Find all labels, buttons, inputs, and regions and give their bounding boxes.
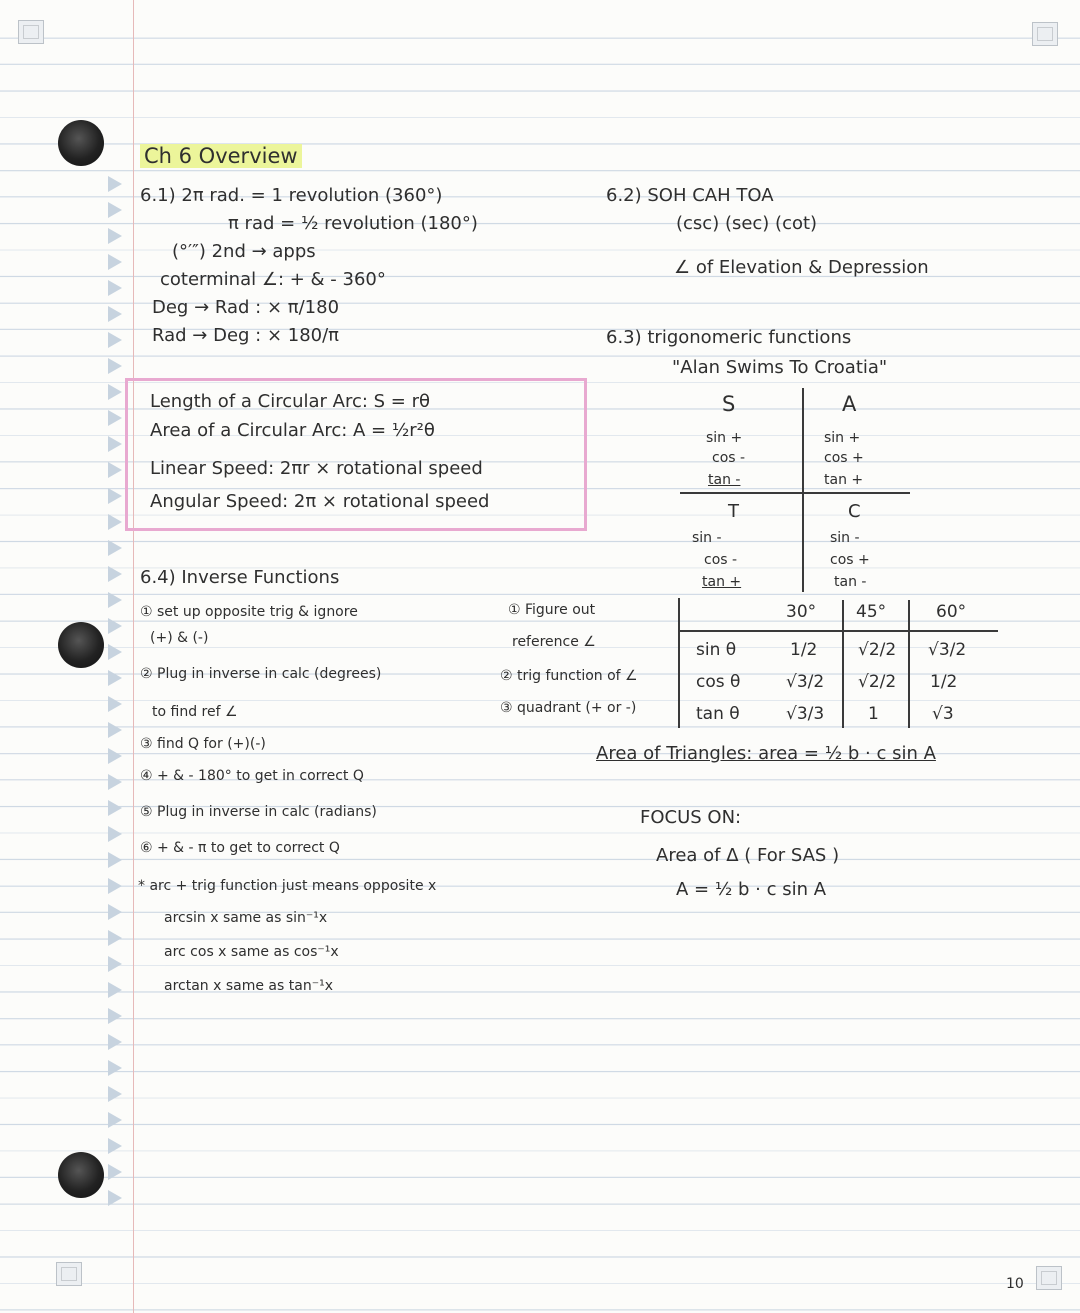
steps-line: reference ∠ — [512, 634, 596, 650]
quadrant-letter-a: A — [842, 392, 857, 416]
note-6-1-line: Rad → Deg : × 180/π — [152, 325, 340, 346]
angle-cell: 1/2 — [930, 672, 958, 692]
margin-triangle-icon — [108, 254, 122, 270]
quadrant-letter-s: S — [722, 392, 736, 416]
note-6-1-line: π rad = ½ revolution (180°) — [228, 213, 478, 234]
margin-triangle-icon — [108, 696, 122, 712]
angle-cell: 1 — [868, 704, 879, 724]
angle-header-60: 60° — [936, 602, 967, 622]
margin-triangle-icon — [108, 1112, 122, 1128]
angle-row-label-cos: cos θ — [696, 672, 741, 692]
area-triangles-formula: Area of Triangles: area = ½ b · c sin A — [596, 743, 936, 764]
margin-triangle-icon — [108, 1138, 122, 1154]
note-6-4-line: to find ref ∠ — [152, 704, 238, 720]
angle-table-col-divider — [908, 600, 910, 728]
note-6-2-line: 6.2) SOH CAH TOA — [606, 185, 774, 206]
margin-triangle-icon — [108, 462, 122, 478]
angle-row-label-sin: sin θ — [696, 640, 737, 660]
note-6-4-line: arc cos x same as cos⁻¹x — [164, 944, 339, 960]
angle-row-label-tan: tan θ — [696, 704, 740, 724]
quadrant-t-line: tan + — [702, 574, 742, 590]
focus-title: FOCUS ON: — [640, 807, 742, 828]
margin-triangle-icon — [108, 514, 122, 530]
quadrant-a-line: sin + — [824, 430, 861, 446]
note-6-4-line: ② Plug in inverse in calc (degrees) — [140, 666, 382, 682]
binder-hole — [58, 622, 104, 668]
note-6-3-mnemonic: "Alan Swims To Croatia" — [672, 357, 888, 378]
quadrant-c-line: cos + — [830, 552, 870, 568]
margin-triangle-icon — [108, 592, 122, 608]
margin-triangle-icon — [108, 1086, 122, 1102]
corner-mark-icon — [56, 1262, 82, 1286]
note-6-4-line: arcsin x same as sin⁻¹x — [164, 910, 328, 926]
binder-hole — [58, 120, 104, 166]
quadrant-t-line: sin - — [692, 530, 722, 546]
angle-cell: √2/2 — [858, 640, 897, 660]
note-6-1-line: coterminal ∠: + & - 360° — [160, 269, 386, 290]
formula-line: Linear Speed: 2πr × rotational speed — [150, 458, 483, 479]
note-6-4-line: * arc + trig function just means opposite x — [138, 878, 437, 894]
margin-triangle-icon — [108, 410, 122, 426]
margin-triangle-icon — [108, 280, 122, 296]
margin-triangle-icon — [108, 774, 122, 790]
margin-triangle-icon — [108, 1034, 122, 1050]
note-6-1-line: 6.1) 2π rad. = 1 revolution (360°) — [140, 185, 443, 206]
focus-line: Area of Δ ( For SAS ) — [656, 845, 840, 866]
margin-triangle-icon — [108, 982, 122, 998]
quadrant-c-line: sin - — [830, 530, 860, 546]
margin-triangle-icon — [108, 956, 122, 972]
note-6-1-line: (°′″) 2nd → apps — [172, 241, 316, 262]
margin-triangle-icon — [108, 878, 122, 894]
angle-cell: √3/2 — [928, 640, 967, 660]
quadrant-s-line: cos - — [712, 450, 746, 466]
margin-triangle-icon — [108, 722, 122, 738]
formula-line: Angular Speed: 2π × rotational speed — [150, 491, 490, 512]
angle-cell: √2/2 — [858, 672, 897, 692]
margin-triangle-icon — [108, 930, 122, 946]
margin-triangle-icon — [108, 904, 122, 920]
quadrant-letter-t: T — [728, 501, 739, 522]
quadrant-t-line: cos - — [704, 552, 738, 568]
angle-header-45: 45° — [856, 602, 887, 622]
margin-triangle-icon — [108, 488, 122, 504]
note-6-4-line: ⑤ Plug in inverse in calc (radians) — [140, 804, 377, 820]
margin-triangle-icon — [108, 228, 122, 244]
angle-table-header-line — [680, 630, 998, 632]
angle-cell: 1/2 — [790, 640, 818, 660]
angle-table-col-divider — [842, 600, 844, 728]
steps-line: ① Figure out — [508, 602, 596, 618]
margin-triangle-icon — [108, 566, 122, 582]
margin-triangle-icon — [108, 852, 122, 868]
angle-cell: √3 — [932, 704, 954, 724]
margin-triangle-icon — [108, 358, 122, 374]
quadrant-s-line: tan - — [708, 472, 741, 488]
note-6-4-line: ⑥ + & - π to get to correct Q — [140, 840, 340, 856]
margin-line — [133, 0, 134, 1313]
margin-triangle-icon — [108, 748, 122, 764]
note-6-4-line: arctan x same as tan⁻¹x — [164, 978, 333, 994]
note-6-2-line: ∠ of Elevation & Depression — [674, 257, 929, 278]
focus-line: A = ½ b · c sin A — [676, 879, 827, 900]
quadrant-letter-c: C — [848, 501, 861, 522]
quadrant-s-line: sin + — [706, 430, 743, 446]
binder-hole — [58, 1152, 104, 1198]
angle-table-border-left — [678, 598, 680, 728]
margin-triangle-icon — [108, 800, 122, 816]
formula-line: Area of a Circular Arc: A = ½r²θ — [150, 420, 435, 441]
angle-cell: √3/3 — [786, 704, 825, 724]
page-title: Ch 6 Overview — [140, 144, 302, 168]
corner-mark-icon — [18, 20, 44, 44]
quadrant-a-line: tan + — [824, 472, 864, 488]
margin-triangle-icon — [108, 618, 122, 634]
margin-triangle-icon — [108, 1060, 122, 1076]
margin-triangle-icon — [108, 436, 122, 452]
note-6-4-title: 6.4) Inverse Functions — [140, 567, 340, 588]
margin-triangle-icon — [108, 826, 122, 842]
formula-line: Length of a Circular Arc: S = rθ — [150, 391, 431, 412]
quadrant-axis-horizontal — [680, 492, 910, 494]
margin-triangle-icon — [108, 540, 122, 556]
note-6-4-line: ③ find Q for (+)(-) — [140, 736, 266, 752]
note-6-3-title: 6.3) trigonomeric functions — [606, 327, 852, 348]
margin-triangle-icon — [108, 384, 122, 400]
margin-triangle-icon — [108, 1190, 122, 1206]
steps-line: ② trig function of ∠ — [500, 668, 638, 684]
margin-triangle-icon — [108, 332, 122, 348]
margin-triangle-icon — [108, 306, 122, 322]
note-6-4-line: ① set up opposite trig & ignore — [140, 604, 358, 620]
steps-line: ③ quadrant (+ or -) — [500, 700, 637, 716]
quadrant-a-line: cos + — [824, 450, 864, 466]
margin-triangle-icon — [108, 1008, 122, 1024]
page-number: 10 — [1006, 1276, 1024, 1292]
note-6-2-line: (csc) (sec) (cot) — [676, 213, 818, 234]
margin-triangle-icon — [108, 1164, 122, 1180]
note-6-1-line: Deg → Rad : × π/180 — [152, 297, 340, 318]
margin-triangle-icon — [108, 670, 122, 686]
angle-cell: √3/2 — [786, 672, 825, 692]
corner-mark-icon — [1036, 1266, 1062, 1290]
quadrant-axis-vertical — [802, 388, 804, 592]
margin-triangle-icon — [108, 176, 122, 192]
quadrant-c-line: tan - — [834, 574, 867, 590]
corner-mark-icon — [1032, 22, 1058, 46]
margin-triangle-icon — [108, 644, 122, 660]
note-6-4-line: (+) & (-) — [150, 630, 209, 646]
margin-triangle-icon — [108, 202, 122, 218]
angle-header-30: 30° — [786, 602, 817, 622]
note-6-4-line: ④ + & - 180° to get in correct Q — [140, 768, 364, 784]
